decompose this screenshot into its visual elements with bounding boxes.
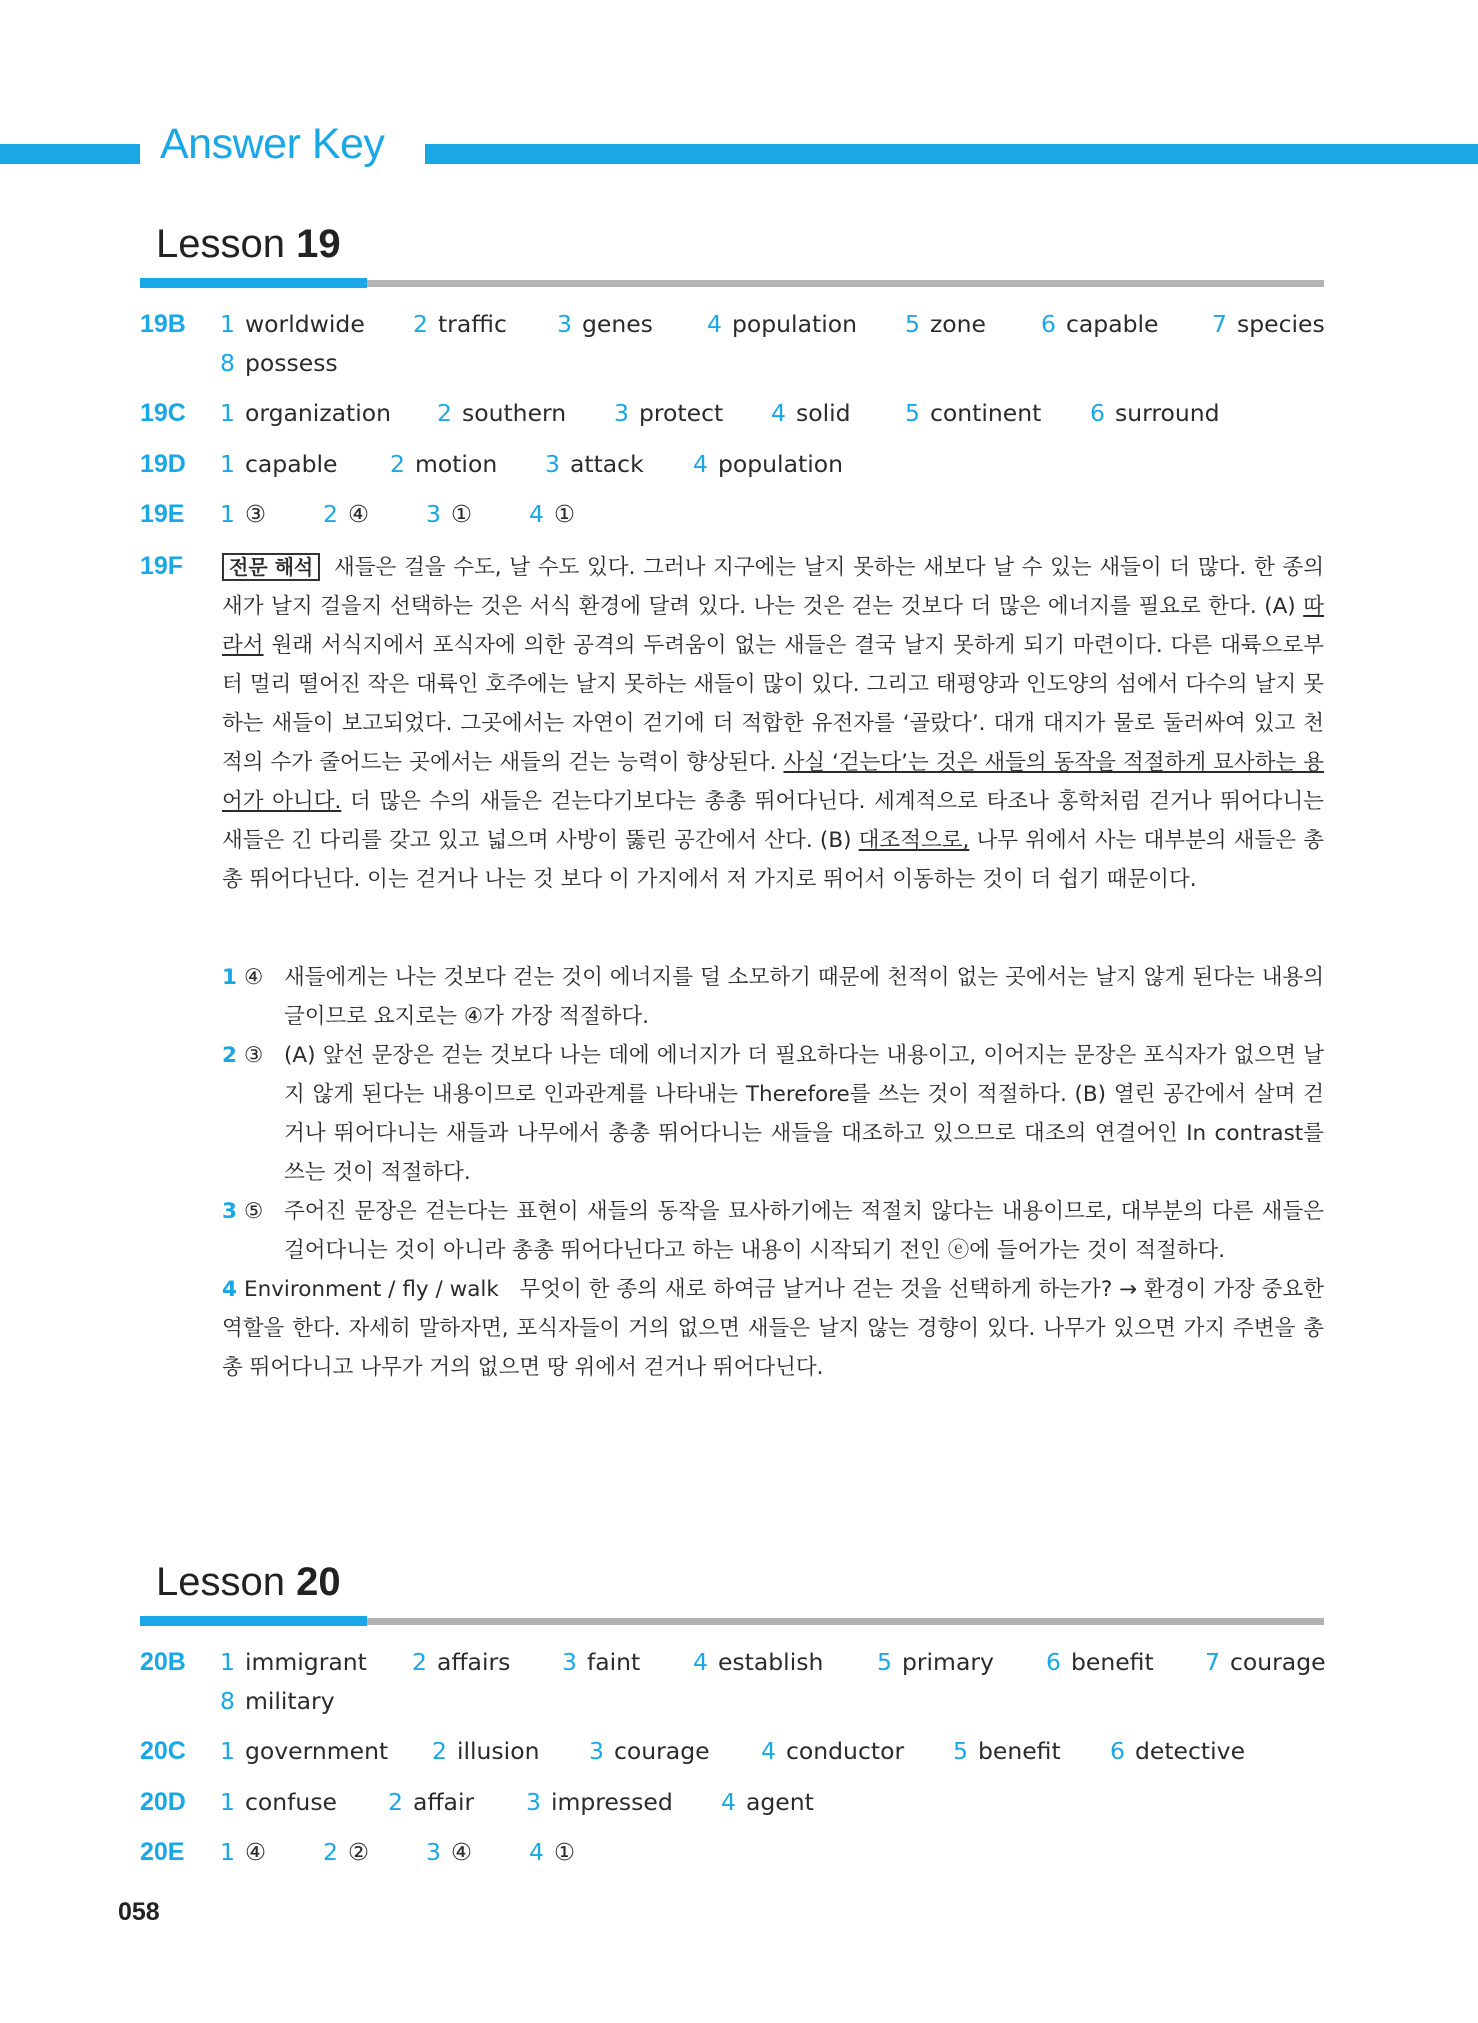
question-number: 1: [222, 965, 237, 990]
page-header-title: Answer Key: [160, 120, 385, 168]
answer-item: [323, 1838, 369, 1866]
header-bar-right: [425, 144, 1478, 164]
answer-number: 8: [220, 349, 235, 377]
answer-number: 3: [426, 500, 441, 528]
answer-number: 2: [412, 1648, 427, 1676]
answer-number: 6: [1041, 310, 1056, 338]
answer-item: [557, 310, 653, 338]
answer-word: capable: [1065, 310, 1159, 338]
answer-item: [693, 1648, 823, 1676]
header-bar-left: [0, 144, 140, 164]
answer-number: 1: [220, 500, 235, 528]
answer-item: [1046, 1648, 1154, 1676]
answer-number: 4: [529, 500, 544, 528]
answer-word: ④: [244, 1838, 267, 1866]
answer-number: 1: [220, 310, 235, 338]
answer-word: possess: [244, 349, 338, 377]
answer-number: 2: [323, 500, 338, 528]
answer-item: [426, 500, 472, 528]
underlined-text: 대조적으로,: [858, 828, 970, 853]
lesson-20-title: [156, 1560, 341, 1605]
answer-item: [220, 1687, 335, 1715]
answer-item: [432, 1737, 539, 1765]
answer-number: 2: [413, 310, 428, 338]
question-number: 3: [222, 1199, 237, 1224]
answer-item: [877, 1648, 994, 1676]
translation-text: 나무 위에서 사는 대부분의 새들은 총총 뛰어다닌다. 이는 걷거나 나는 것 보다 이 가지에서 저 가지로 뛰어서 이동하는 것이 더 쉽기 때문이다.: [222, 828, 1325, 892]
question-answer: ③: [244, 1043, 264, 1068]
question-answer: ⑤: [244, 1199, 264, 1224]
answer-word: zone: [929, 310, 987, 338]
answer-item: [529, 500, 575, 528]
answer-number: 4: [693, 1648, 708, 1676]
answer-word: benefit: [1070, 1648, 1154, 1676]
answer-item: [1205, 1648, 1326, 1676]
answer-item: [220, 500, 266, 528]
answer-word: ③: [244, 500, 267, 528]
answer-item: [707, 310, 857, 338]
answer-number: 1: [220, 1737, 235, 1765]
lesson-title-prefix: Lesson: [156, 1560, 285, 1604]
underlined-text: 따라서: [222, 594, 1324, 658]
answer-word: impressed: [550, 1788, 673, 1816]
answer-number: 1: [220, 450, 235, 478]
answer-word: ④: [347, 500, 370, 528]
answer-row-19e: [140, 500, 1324, 532]
translation-text: 원래 서식지에서 포식자에 의한 공격의 두려움이 없는 새들은 결국 날지 못하게 되기 마련이다. 다른 대륙으로부터 멀리 떨어진 작은 대륙인 호주에는 날지 못하는 새들이 많이 있다. 그리고 태평양과 인도양의 섬에서 다수의 날지 못하는 새들이 보고되었다. 그곳에서는 자연이 걷기에 더 적합한 유전자를 ‘골랐다’. 대개 대지가 물로 둘러싸여 있고 천적의 수가 줄어드는 곳에서는 새들의 걷는 능력이 향상된다.: [222, 633, 1324, 775]
answer-item: [220, 399, 391, 427]
answer-number: 1: [220, 1788, 235, 1816]
answer-number: 2: [432, 1737, 447, 1765]
answer-word: southern: [461, 399, 567, 427]
answer-word: confuse: [244, 1788, 338, 1816]
answer-word: motion: [414, 450, 498, 478]
answer-number: 4: [761, 1737, 776, 1765]
answer-number: 8: [220, 1687, 235, 1715]
answer-number: 2: [390, 450, 405, 478]
translation-text: 새들은 걸을 수도, 날 수도 있다. 그러나 지구에는 날지 못하는 새보다 날 수 있는 새들이 더 많다. 한 종의 새가 날지 걸을지 선택하는 것은 서식 환경에 달려 있다. 나는 것은 걷는 것보다 더 많은 에너지를 필요로 한다. (A): [222, 555, 1324, 619]
translation-text: 더 많은 수의 새들은 걷는다기보다는 총총 뛰어다닌다. 세계적으로 타조나 홍학처럼 걷거나 뛰어다니는 새들은 긴 다리를 갖고 있고 넓으며 사방이 뚫린 공간에서 산다. (B): [222, 789, 1324, 853]
answer-item: [905, 399, 1041, 427]
answer-item: [323, 500, 369, 528]
answer-row-19b: [140, 310, 1324, 380]
answer-item: [426, 1838, 472, 1866]
answer-word: worldwide: [244, 310, 365, 338]
translation-tag: 전문 해석: [222, 553, 320, 581]
answer-word: affair: [412, 1788, 475, 1816]
answer-item: [1090, 399, 1220, 427]
lesson-title-prefix: Lesson: [156, 222, 285, 266]
answer-number: 4: [529, 1838, 544, 1866]
answer-item: [614, 399, 723, 427]
answer-number: 1: [220, 1838, 235, 1866]
answer-row-19f: [140, 552, 1325, 1380]
answer-number: 3: [426, 1838, 441, 1866]
exercise-label: 20C: [140, 1737, 186, 1765]
explanation-1: [222, 958, 1324, 1036]
answer-row-20d: [140, 1788, 1324, 1820]
answer-word: military: [244, 1687, 335, 1715]
answer-word: faint: [586, 1648, 641, 1676]
answer-word: solid: [795, 399, 851, 427]
answer-number: 6: [1090, 399, 1105, 427]
answer-word: organization: [244, 399, 392, 427]
answer-number: 3: [589, 1737, 604, 1765]
answer-word: detective: [1134, 1737, 1246, 1765]
answer-number: 3: [545, 450, 560, 478]
explanation-text: 새들에게는 나는 것보다 걷는 것이 에너지를 덜 소모하기 때문에 천적이 없는 곳에서는 날지 않게 된다는 내용의 글이므로 요지로는 ④가 가장 적절하다.: [284, 965, 1324, 1029]
answer-word: ②: [347, 1838, 370, 1866]
explanation-4: [222, 1270, 1324, 1387]
answer-item: [220, 1788, 337, 1816]
explanation-2: [222, 1036, 1324, 1192]
answer-number: 6: [1046, 1648, 1061, 1676]
answer-number: 3: [614, 399, 629, 427]
answer-item: [905, 310, 986, 338]
exercise-label: 19D: [140, 450, 186, 478]
explanation-text: [222, 1270, 1324, 1387]
answer-number: 5: [953, 1737, 968, 1765]
answer-item: [953, 1737, 1061, 1765]
answer-item: [693, 450, 843, 478]
answer-number: 4: [771, 399, 786, 427]
answer-item: [1041, 310, 1159, 338]
exercise-label: 19C: [140, 399, 186, 427]
answer-item: [412, 1648, 510, 1676]
exercise-label: 20B: [140, 1648, 186, 1676]
explanation-text: (A) 앞선 문장은 걷는 것보다 나는 데에 에너지가 더 필요하다는 내용이고, 이어지는 문장은 포식자가 없으면 날지 않게 된다는 내용이므로 인과관계를 나타내는 Therefore를 쓰는 것이 적절하다. (B) 열린 공간에서 살며 걷거나 뛰어다니는 새들과 나무에서 총총 뛰어다니는 새들을 대조하고 있으므로 대조의 연결어인 In contrast를 쓰는 것이 적절하다.: [284, 1043, 1324, 1185]
lesson-19-section: [140, 222, 1324, 1382]
lesson-rule-accent: [140, 278, 367, 288]
answer-row-20b: [140, 1648, 1324, 1718]
exercise-label: 20E: [140, 1838, 185, 1866]
exercise-label: 19B: [140, 310, 186, 338]
exercise-label: 19E: [140, 500, 185, 528]
answer-number: 7: [1212, 310, 1227, 338]
translation-paragraph: [222, 548, 1324, 899]
explanation-text: 주어진 문장은 걷는다는 표현이 새들의 동작을 묘사하기에는 적절치 않다는 내용이므로, 대부분의 다른 새들은 걸어다니는 것이 아니라 총총 뛰어다닌다고 하는 내용이 시작되기 전인 ⓔ에 들어가는 것이 적절하다.: [284, 1199, 1324, 1263]
answer-number: 1: [220, 399, 235, 427]
answer-item: [1212, 310, 1325, 338]
answer-word: ①: [450, 500, 473, 528]
answer-item: [390, 450, 497, 478]
answer-word: establish: [717, 1648, 824, 1676]
answer-number: 4: [707, 310, 722, 338]
answer-item: [721, 1788, 814, 1816]
answer-word: ④: [450, 1838, 473, 1866]
answer-number: 2: [323, 1838, 338, 1866]
answer-word: attack: [569, 450, 644, 478]
answer-word: ①: [553, 500, 576, 528]
answer-row-19c: [140, 399, 1324, 431]
lesson-19-title: [156, 222, 341, 267]
answer-number: 2: [437, 399, 452, 427]
lesson-20-section: [140, 1560, 1324, 1890]
answer-item: [771, 399, 851, 427]
answer-word: courage: [1229, 1648, 1326, 1676]
answer-word: primary: [901, 1648, 994, 1676]
answer-number: 7: [1205, 1648, 1220, 1676]
answer-number: 5: [905, 399, 920, 427]
answer-number: 2: [388, 1788, 403, 1816]
underlined-text: 사실 ‘걷는다’는 것은 새들의 동작을 적절하게 묘사하는 용어가 아니다.: [222, 750, 1325, 814]
answer-number: 3: [557, 310, 572, 338]
answer-item: [220, 310, 365, 338]
answer-item: [220, 1838, 266, 1866]
answer-word: traffic: [437, 310, 507, 338]
answer-word: capable: [244, 450, 338, 478]
answer-item: [220, 450, 338, 478]
answer-item: [1110, 1737, 1245, 1765]
answer-word: protect: [638, 399, 724, 427]
answer-word: illusion: [456, 1737, 540, 1765]
answer-number: 4: [721, 1788, 736, 1816]
answer-row-20e: [140, 1838, 1324, 1870]
answer-word: courage: [613, 1737, 710, 1765]
answer-number: 3: [526, 1788, 541, 1816]
page-number: 058: [118, 1898, 160, 1926]
answer-row-20c: [140, 1737, 1324, 1769]
answer-word: affairs: [436, 1648, 511, 1676]
answer-row-19d: [140, 450, 1324, 482]
answer-number: 3: [562, 1648, 577, 1676]
answer-word: ①: [553, 1838, 576, 1866]
question-number: 2: [222, 1043, 237, 1068]
answer-item: [413, 310, 507, 338]
answer-word: species: [1236, 310, 1325, 338]
lesson-rule: [367, 280, 1324, 287]
answer-word: population: [731, 310, 858, 338]
question-number: 4: [222, 1277, 237, 1302]
answer-item: [562, 1648, 640, 1676]
answer-item: [220, 1648, 367, 1676]
explanation-3: [222, 1192, 1324, 1270]
explanation-body: 무엇이 한 종의 새로 하여금 날거나 걷는 것을 선택하게 하는가? → 환경이 가장 중요한 역할을 한다. 자세히 말하자면, 포식자들이 거의 없으면 새들은 날지 않는 경향이 있다. 나무가 있으면 가지 주변을 총총 뛰어다니고 나무가 거의 없으면 땅 위에서 걷거나 뛰어다닌다.: [222, 1277, 1324, 1380]
answer-item: [529, 1838, 575, 1866]
answer-item: [526, 1788, 673, 1816]
answer-number: 1: [220, 1648, 235, 1676]
answer-word: continent: [929, 399, 1042, 427]
lesson-rule: [367, 1618, 1324, 1625]
answer-word: conductor: [785, 1737, 905, 1765]
answer-item: [545, 450, 644, 478]
exercise-label: 19F: [140, 552, 184, 580]
answer-number: 6: [1110, 1737, 1125, 1765]
answer-item: [388, 1788, 474, 1816]
lesson-rule-accent: [140, 1616, 367, 1626]
answer-number: 5: [877, 1648, 892, 1676]
answer-number: 5: [905, 310, 920, 338]
answer-keywords: Environment / fly / walk: [244, 1277, 499, 1302]
answer-word: immigrant: [244, 1648, 367, 1676]
answer-item: [761, 1737, 904, 1765]
answer-word: benefit: [977, 1737, 1061, 1765]
lesson-title-number: 19: [296, 222, 341, 266]
exercise-label: 20D: [140, 1788, 186, 1816]
answer-item: [589, 1737, 710, 1765]
answer-word: surround: [1114, 399, 1220, 427]
answer-word: population: [717, 450, 844, 478]
lesson-title-number: 20: [296, 1560, 341, 1604]
answer-word: genes: [581, 310, 653, 338]
answer-item: [437, 399, 566, 427]
question-answer: ④: [244, 965, 264, 990]
answer-item: [220, 349, 338, 377]
answer-word: government: [244, 1737, 389, 1765]
answer-item: [220, 1737, 388, 1765]
answer-word: agent: [745, 1788, 814, 1816]
answer-number: 4: [693, 450, 708, 478]
